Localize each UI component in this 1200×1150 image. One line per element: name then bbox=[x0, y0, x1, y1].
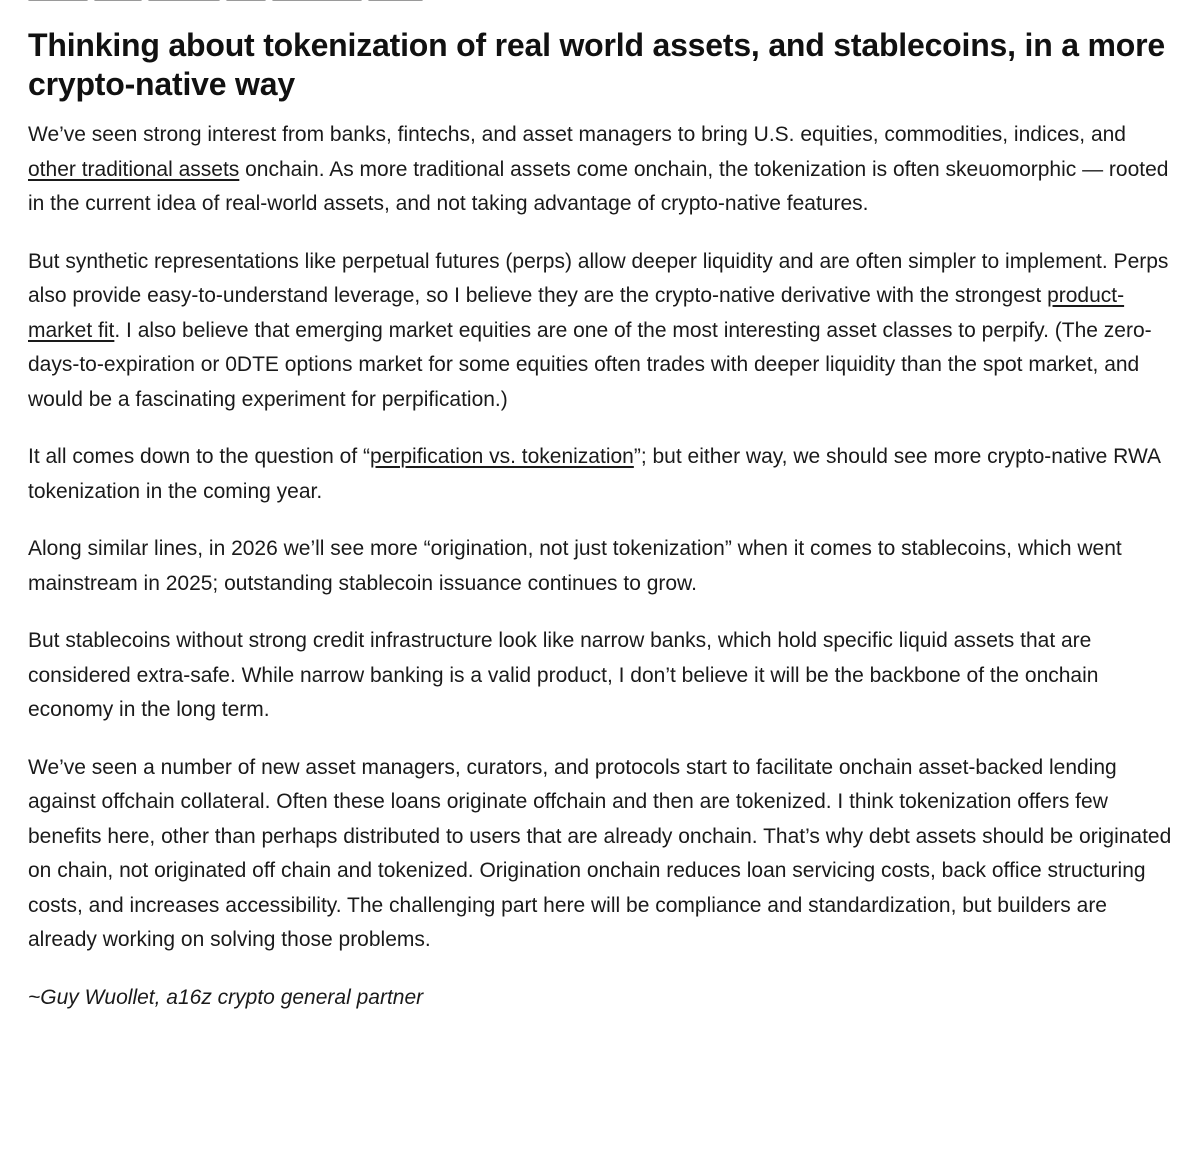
paragraph-6: We’ve seen a number of new asset managers, curators, and protocols start to facilitate onchain asset-backed lending against offchain collateral. Often these loans originate offchain and then are tokenized. I think tokenization offers few benefits here, other than perhaps distributed to users that are already onchain. That’s why debt assets should be originated on chain, not originated off chain and tokenized. Origination onchain reduces loan servicing costs, back office structuring costs, and increases accessibility. The challenging part here will be compliance and standardization, but builders are already working on solving those problems. bbox=[28, 755, 1172, 951]
other-traditional-assets-link[interactable]: other traditional assets bbox=[28, 157, 240, 181]
paragraph-3-text-b: ”; but either way, we should see more crypto-native RWA tokenization in the coming year. bbox=[28, 445, 1160, 503]
paragraph-1 bbox=[28, 118, 1173, 222]
paragraph-3-text-a: It all comes down to the question of “ bbox=[28, 445, 371, 468]
paragraph-4: Along similar lines, in 2026 we’ll see more “origination, not just tokenization” when it comes to stablecoins, which went mainstream in 2025; outstanding stablecoin issuance continues to grow. bbox=[28, 537, 1122, 595]
paragraph-2-text-a: But synthetic representations like perpetual futures (perps) allow deeper liquidity and are often simpler to implement. Perps also provide easy-to-understand leverage, so I believe they are the crypto-native derivative with the strongest bbox=[28, 249, 1169, 307]
paragraph-5: But stablecoins without strong credit infrastructure look like narrow banks, which hold specific liquid assets that are considered extra-safe. While narrow banking is a valid product, I don’t believe it will be the backbone of the onchain economy in the long term. bbox=[28, 629, 1099, 721]
paragraph-1-text-b: onchain. As more traditional assets come onchain, the tokenization is often skeuomorphic — rooted in the current idea of real-world assets, and not taking advantage of crypto-native features. bbox=[28, 157, 1169, 215]
perpification-vs-tokenization-link[interactable]: perpification vs. tokenization bbox=[370, 445, 634, 468]
paragraph-3 bbox=[28, 440, 1173, 509]
author-signature: ~Guy Wuollet, a16z crypto general partner bbox=[28, 985, 424, 1009]
cropped-previous-line bbox=[28, 0, 468, 2]
article-title: Thinking about tokenization of real world assets, and stablecoins, in a more crypto-native way bbox=[28, 27, 1166, 102]
product-market-fit-link[interactable]: product-market fit bbox=[28, 284, 1125, 342]
paragraph-2-text-b: . I also believe that emerging market equities are one of the most interesting asset classes to perpify. (The zero-days-to-expiration or 0DTE options market for some equities often trades with deeper liquidity than the spot market, and would be a fascinating experiment for perpification.) bbox=[28, 318, 1152, 411]
paragraph-1-text-a: We’ve seen strong interest from banks, fintechs, and asset managers to bring U.S. equities, commodities, indices, and bbox=[28, 123, 1126, 146]
paragraph-2 bbox=[28, 245, 1173, 418]
article bbox=[28, 26, 1173, 1015]
